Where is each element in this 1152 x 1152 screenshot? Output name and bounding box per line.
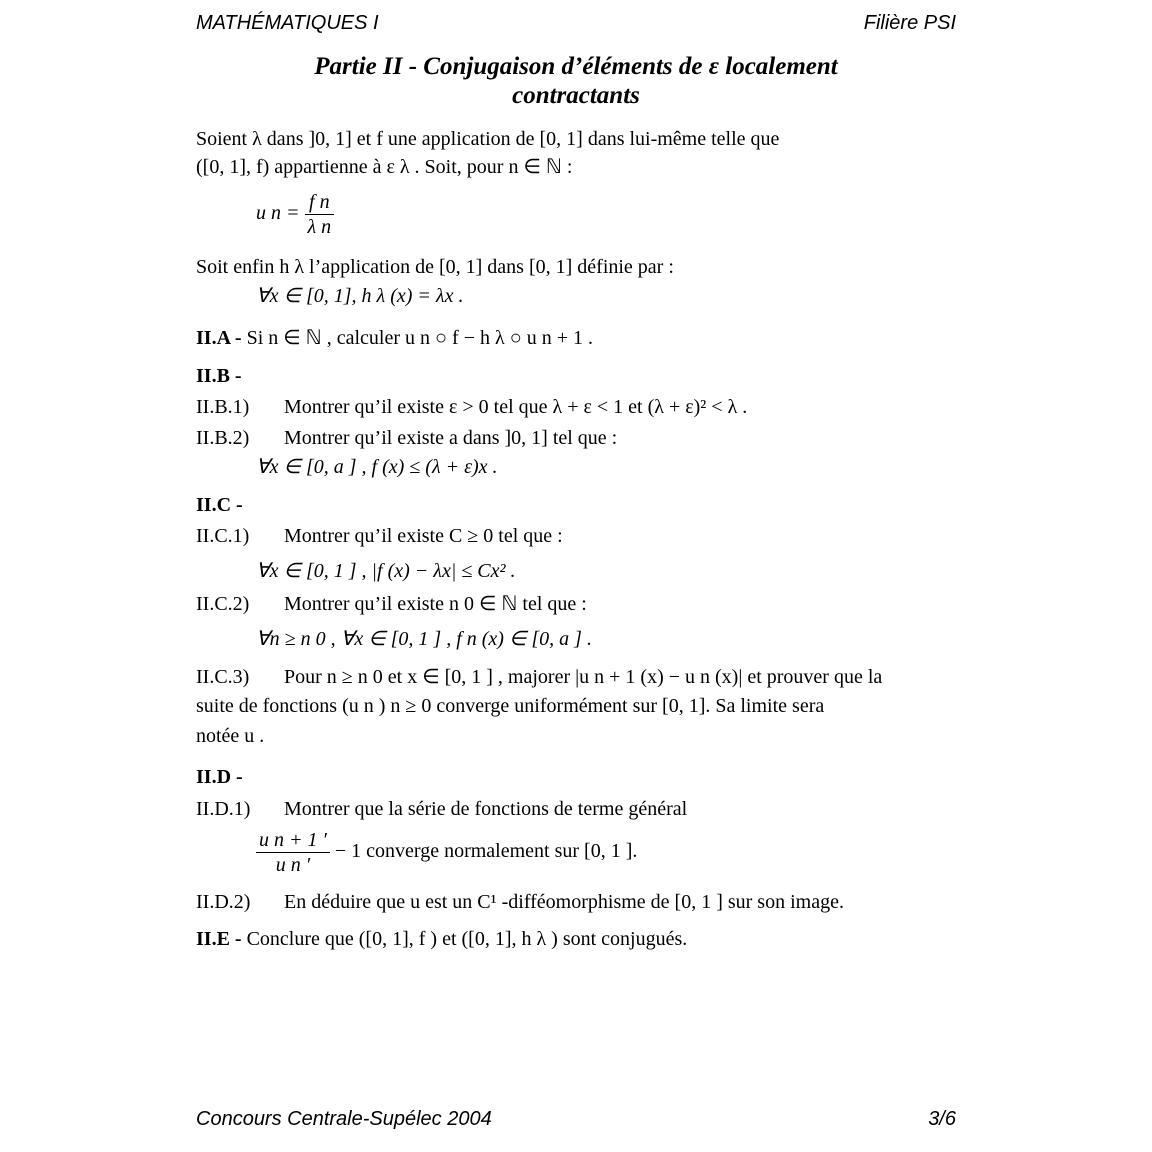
question-IIC3 (196, 665, 882, 689)
IID1-denominator: u n ′ (275, 854, 311, 876)
un-fraction (305, 190, 335, 239)
formula-IIC1: ∀x ∈ [0, 1 ] , |f (x) − λx| ≤ Cx² . (256, 560, 516, 582)
question-IIC1 (196, 524, 563, 548)
formula-IIB2: ∀x ∈ [0, a ] , f (x) ≤ (λ + ε)x . (256, 456, 498, 478)
text-IIC3-line1: Pour n ≥ n 0 et x ∈ [0, 1 ] , majorer |u n + 1 (x) − u n (x)| et prouver que la (284, 666, 883, 688)
label-IID: II.D - (196, 766, 243, 788)
header-right: Filière PSI (863, 12, 956, 34)
question-IIB2 (196, 426, 617, 450)
un-denominator: λ n (307, 216, 332, 238)
IID1-numerator: u n + 1 ′ (256, 828, 330, 853)
label-IID2: II.D.2) (196, 891, 251, 913)
question-IID1 (196, 797, 687, 821)
text-IIB2: Montrer qu’il existe a dans ]0, 1] tel que : (284, 427, 618, 449)
text-IIA: Si n ∈ ℕ , calculer u n ○ f − h λ ○ u n + 1 . (246, 327, 594, 349)
label-IIC1: II.C.1) (196, 525, 250, 547)
label-IID1: II.D.1) (196, 798, 251, 820)
formula-IIC2: ∀n ≥ n 0 , ∀x ∈ [0, 1 ] , f n (x) ∈ [0, a ] . (256, 628, 592, 650)
header-left: MATHÉMATIQUES I (196, 12, 379, 34)
IID1-fraction (256, 828, 330, 877)
section-title: Partie II - Conjugaison d’éléments de ε localement (314, 53, 838, 80)
un-definition (256, 190, 334, 239)
intro-line-1: Soient λ dans ]0, 1] et f une application de [0, 1] dans lui-même telle que (196, 128, 780, 150)
h-lambda-formula: ∀x ∈ [0, 1], h λ (x) = λx . (256, 285, 464, 307)
text-IIC1: Montrer qu’il existe C ≥ 0 tel que : (284, 525, 563, 547)
text-IIC2: Montrer qu’il existe n 0 ∈ ℕ tel que : (284, 593, 587, 615)
text-IIC3-line2: suite de fonctions (u n ) n ≥ 0 converge uniformément sur [0, 1]. Sa limite sera (196, 695, 825, 717)
footer-left: Concours Centrale-Supélec 2004 (196, 1108, 492, 1130)
section-title-cont: contractants (512, 82, 640, 109)
question-IIA (196, 326, 593, 350)
label-IIB2: II.B.2) (196, 427, 250, 449)
text-IIB1: Montrer qu’il existe ε > 0 tel que λ + ε < 1 et (λ + ε)² < λ . (284, 396, 748, 418)
question-IIE (196, 927, 687, 951)
label-IIC3: II.C.3) (196, 666, 250, 688)
label-IIA: II.A - (196, 327, 242, 349)
question-IIB1 (196, 395, 747, 419)
text-IID1: Montrer que la série de fonctions de terme général (284, 798, 688, 820)
label-IIC: II.C - (196, 494, 243, 516)
label-IIE: II.E - (196, 928, 242, 950)
label-IIB1: II.B.1) (196, 396, 250, 418)
footer-right: 3/6 (928, 1108, 956, 1130)
un-numerator: f n (305, 190, 335, 215)
text-IID2: En déduire que u est un C¹ -difféomorphisme de [0, 1 ] sur son image. (284, 891, 844, 913)
question-IID2 (196, 890, 844, 914)
IID1-rest: − 1 converge normalement sur [0, 1 ]. (334, 840, 638, 863)
un-lhs: u n = (256, 202, 300, 225)
text-IIE: Conclure que ([0, 1], f ) et ([0, 1], h λ ) sont conjugués. (246, 928, 688, 950)
formula-IID1 (256, 828, 637, 877)
question-IIC2 (196, 592, 587, 616)
label-IIB: II.B - (196, 365, 242, 387)
intro-line-3: Soit enfin h λ l’application de [0, 1] dans [0, 1] définie par : (196, 256, 674, 278)
label-IIC2: II.C.2) (196, 593, 250, 615)
text-IIC3-line3: notée u . (196, 725, 265, 747)
intro-line-2: ([0, 1], f) appartienne à ε λ . Soit, pour n ∈ ℕ : (196, 156, 573, 178)
